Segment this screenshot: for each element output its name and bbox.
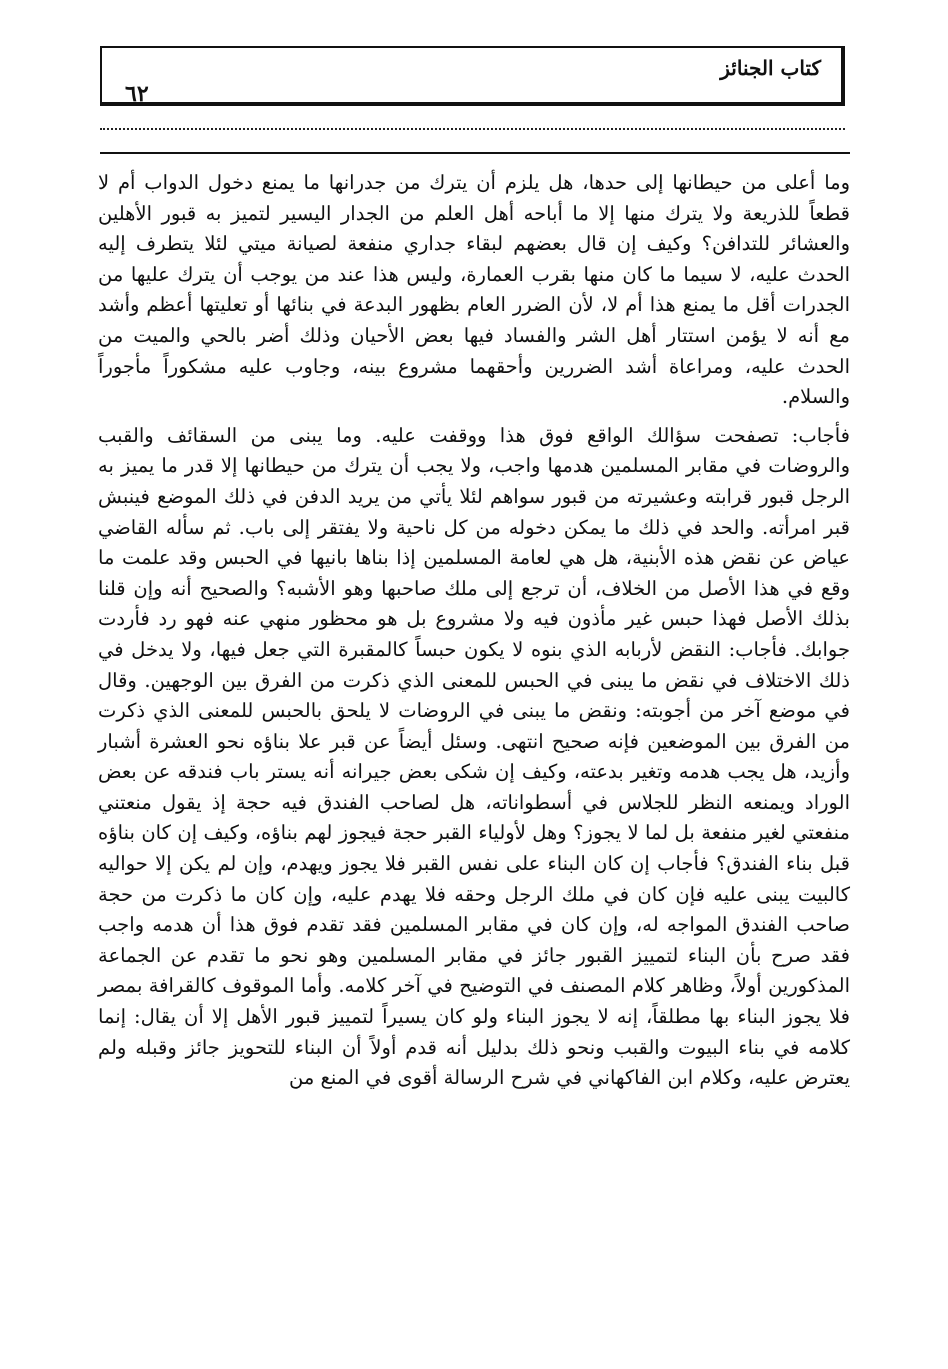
solid-separator (100, 152, 850, 154)
running-header-frame (100, 46, 845, 106)
answer-paragraph: فأجاب: تصفحت سؤالك الواقع فوق هذا ووقفت عليه. وما يبنى من السقائف والقبب والروضات في مقابر المسلمين هدمها واجب، ولا يجب أن يترك من حيطانها إلا قدر ما يميز به الرجل قبور قرابته وعشيرته من قبور سواهم لئلا يأتي من يريد الدفن في ذلك الموضع فينبش قبر امرأته. والحد في ذلك ما يمكن دخوله من كل ناحية ولا يفتقر إلى باب. ثم سأله القاضي عياض عن نقض هذه الأبنية، هل هي لعامة المسلمين إذا بناها بانيها في الحبس وقد علمت ما وقع في هذا الأصل من الخلاف، أن ترجع إلى ملك صاحبها وهو الأشبه؟ والصحيح أنه وإن قلنا بذلك الأصل فهذا حبس غير مأذون فيه ولا مشروع بل هو محظور منهي عنه فهو رد فأردت جوابك. فأجاب: النقض لأربابه الذي بنوه لا يكون حبساً كالمقبرة التي جعل فيها، ولا يدخل في ذلك الاختلاف في نقض ما يبنى في الحبس للمعنى الذي ذكرت من الفرق بين الوجهين. وقال في موضع آخر من أجوبته: ونقض ما يبنى في الروضات لا يلحق بالحبس للمعنى الذي ذكرت من الفرق بين الموضعين فإنه صحيح انتهى. وسئل أيضاً عن قبر علا بناؤه نحو العشرة أشبار وأزيد، هل يجب هدمه وتغير بدعته، وكيف إن شكى بعض جيرانه أنه يستر باب فندقه عن بعض الوراد ويمنعه النظر للجلاس في أسطواناته، هل لصاحب الفندق فيه حجة إذ يقول منعتني منفعتي لغير منفعة بل لما لا يجوز؟ وهل لأولياء القبر حجة فيجوز لهم بناؤه، وكيف إن كان بناؤه قبل بناء الفندق؟ فأجاب إن كان البناء على نفس القبر فلا يجوز ويهدم، وإن لم يكن إلا حواليه كالبيت يبنى عليه فإن كان في ملك الرجل وحقه فلا يهدم عليه، وإن كان ما ذكرت من حجة صاحب الفندق المواجه له، وإن كان في مقابر المسلمين فقد تقدم فوق هذا أن هدمه واجب فقد صرح بأن البناء لتمييز القبور جائز في مقابر المسلمين وهو نحو ما تقدم عن الجماعة المذكورين أولاً، وظاهر كلام المصنف في التوضيح في آخر كلامه. وأما الموقوف كالقرافة بمصر فلا يجوز البناء بها مطلقاً، إنه لا يجوز البناء ولو كان يسيراً لتمييز قبور الأهل إلا أن يقال: إنما كلامه في بناء البيوت والقبب ونحو ذلك بدليل أنه قدم أولاً أن البناء للتحويز جائز وقبله ولم يعترض عليه، وكلام ابن الفاكهاني في شرح الرسالة أقوى في المنع من (98, 423, 851, 1090)
question-paragraph: وما أعلى من حيطانها إلى حدها، هل يلزم أن يترك من جدرانها ما يمنع دخول الدواب أم لا قطعاً للذريعة ولا يترك منها إلا ما أباحه أهل العلم من الجدار اليسير لتميز به قبور الأهلين والعشائر للتدافن؟ وكيف إن قال بعضهم لبقاء جداري منفعة لصيانة ميتي لئلا يتطرف إليه الحدث عليه، لا سيما ما كان منها بقرب العمارة، وليس هذا عند من يوجب أن يترك عليها من الجدرات أقل ما يمنع هذا أم لا، لأن الضرر العام بظهور البدعة في بنائها أو تعليتها أعظم وأشد مع أنه لا يؤمن استتار أهل الشر والفساد فيها بعض الأحيان وذلك أضر بالحي والميت من الحدث عليه، ومراعاة أشد الضررين وأحقهما مشروع بينه، وجاوب عليه مشكوراً مأجوراً والسلام. (98, 171, 850, 409)
dotted-separator (100, 128, 845, 130)
page-body (98, 168, 850, 1094)
page-number: ٦٢ (125, 81, 149, 107)
chapter-title: كتاب الجنائز (720, 56, 821, 80)
